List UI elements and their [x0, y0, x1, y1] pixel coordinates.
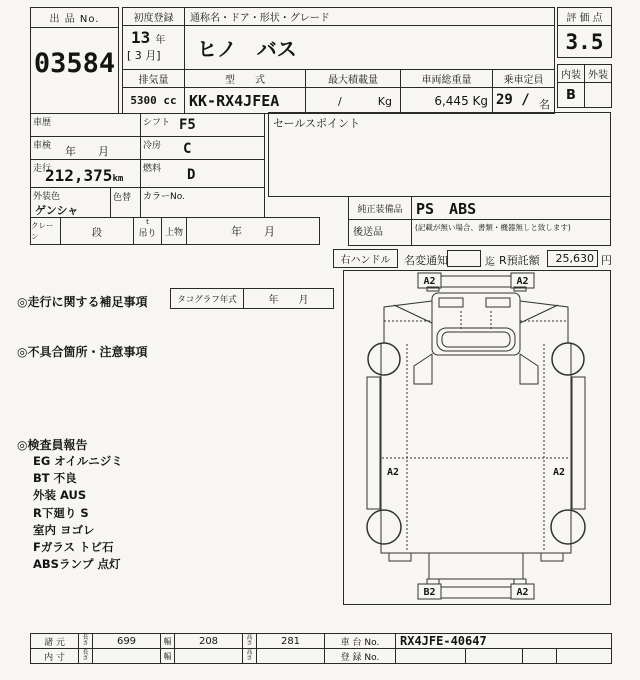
height-label: 高さ: [242, 633, 257, 649]
inspector-report-list: [33, 453, 233, 573]
later-items-value-cell: [411, 219, 611, 246]
inspection-value: 年 月: [65, 145, 109, 158]
displacement-text: 5300 cc: [130, 94, 177, 107]
aircon-cell: [140, 136, 265, 160]
body-structure-cell: 上物: [161, 217, 187, 245]
left-side-panel: [367, 377, 380, 509]
damage-diagram-box: [343, 270, 611, 605]
registration-no-label: 登 録 No.: [324, 648, 396, 664]
side-right-mark: A2: [552, 467, 566, 478]
shift-cell: [140, 113, 265, 137]
registration-no-cell-2: [465, 648, 523, 664]
spec-row-label: 諸 元: [30, 633, 79, 649]
inspector-report-item: ABSランプ 点灯: [33, 557, 121, 572]
front-right-wheel: [552, 343, 584, 375]
rear-right-mark: A2: [516, 587, 529, 598]
crane-t-label: t: [146, 218, 149, 226]
crane-stage-cell: 段: [60, 217, 134, 245]
displacement-header: 排気量: [122, 69, 185, 88]
equipment-value-cell: [411, 196, 611, 220]
lot-box: [30, 7, 119, 114]
front-left-wheel: [368, 343, 400, 375]
mileage-cell: [30, 159, 141, 188]
chassis-no-label: 車 台 No.: [324, 633, 396, 649]
rear-left-wheel: [367, 510, 401, 544]
capacity-unit: 名: [539, 98, 550, 111]
max-load-unit: Kg: [377, 95, 392, 108]
crane-cell: クレーン: [30, 217, 61, 245]
windshield: [437, 328, 515, 351]
fuel-label: 燃料: [143, 164, 162, 174]
exterior-color-cell: [30, 187, 111, 218]
lot-label: 出 品 No.: [49, 14, 100, 25]
gross-weight-value: 6,445 Kg: [400, 87, 493, 114]
chassis-no-value: [395, 633, 612, 649]
front-bumper: [441, 276, 511, 287]
inner-height-value: [256, 648, 325, 664]
equipment-label-cell: 純正装備品: [348, 196, 412, 220]
rear-panel: [429, 553, 523, 579]
first-reg-year-suffix: 年: [155, 35, 166, 46]
exterior-color-label: 外装色: [33, 192, 61, 202]
color-no-label: カラーNo.: [143, 192, 185, 202]
sales-point-box: [268, 112, 611, 197]
length-value: 699: [92, 633, 161, 649]
registration-no-cell-1: [395, 648, 466, 664]
history-cell: [30, 113, 141, 137]
front-left-fender: [414, 354, 432, 384]
inspector-report-heading: ◎検査員報告: [17, 438, 88, 452]
rear-right-wheel: [551, 510, 585, 544]
mileage-note-heading: ◎走行に関する補足事項: [17, 295, 148, 309]
deposit-value-box: 25,630: [547, 250, 598, 267]
inner-length-label: 長さ: [78, 648, 93, 664]
mileage-label: 走行: [33, 164, 52, 174]
inspector-report-item: BT 不良: [33, 471, 77, 486]
rear-bumper: [441, 587, 511, 598]
equipment-value: PS ABS: [416, 199, 477, 218]
inspection-label: 車検: [33, 141, 52, 151]
model-text: KK-RX4JFEA: [189, 91, 280, 110]
max-load-slash: /: [338, 95, 342, 108]
vehicle-name: ヒノ バス: [197, 37, 297, 61]
aircon-label: 冷房: [143, 141, 162, 151]
made-label: 迄: [485, 257, 495, 268]
repaint-cell: 色替: [110, 187, 141, 218]
inner-height-label: 高さ: [242, 648, 257, 664]
inspector-report-item: 室内 ヨゴレ: [33, 522, 95, 537]
max-load-value: [305, 87, 401, 114]
interior-grade: B: [557, 82, 585, 108]
capacity-number: 29 /: [496, 92, 530, 108]
later-items-label-cell: 後送品: [348, 219, 412, 246]
shift-value: F5: [179, 117, 196, 133]
handle-box: 右ハンドル: [333, 249, 398, 268]
first-reg-year: 13: [131, 28, 151, 47]
rename-date-box: [447, 250, 481, 267]
cab-outline: [432, 293, 520, 355]
registration-no-cell-4: [556, 648, 612, 664]
yen-label: 円: [601, 254, 612, 267]
bus-diagram: [344, 271, 610, 604]
interior-header: 内装: [557, 64, 585, 83]
lot-number: 03584: [33, 47, 116, 79]
tachograph-label-cell: タコグラフ年式: [170, 288, 244, 309]
capacity-header: 乗車定員: [492, 69, 555, 88]
width-value: 208: [174, 633, 243, 649]
inspection-cell: [30, 136, 141, 160]
displacement-value: [122, 87, 185, 114]
inspector-report-item: 外装 AUS: [33, 488, 87, 503]
capacity-value: [492, 87, 555, 114]
right-side-panel: [572, 377, 585, 509]
inspector-report-item: EG オイルニジミ: [33, 454, 123, 468]
body-year-cell: 年 月: [186, 217, 320, 245]
inner-dim-row-label: 内 寸: [30, 648, 79, 664]
deposit-label: R預託額: [499, 254, 540, 267]
front-right-fender: [520, 354, 538, 384]
inspector-report-item: R下廻り S: [33, 505, 89, 520]
registration-no-cell-3: [522, 648, 557, 664]
defect-note-heading: ◎不具合箇所・注意事項: [17, 345, 148, 359]
score-value-cell: [557, 25, 612, 58]
gross-weight-header: 車両総重量: [400, 69, 493, 88]
shift-label: シフト: [143, 118, 171, 128]
front-right-mark: A2: [516, 276, 529, 287]
fuel-value: D: [187, 167, 196, 183]
vehicle-name-cell: [184, 25, 555, 70]
height-value: 281: [256, 633, 325, 649]
history-label: 車歴: [33, 118, 52, 128]
mileage-unit: km: [112, 174, 124, 184]
crane-lift-label: 吊り: [138, 229, 157, 239]
front-left-mark: A2: [423, 276, 436, 287]
name-grade-header: 通称名・ドア・形状・グレード: [184, 7, 555, 26]
tachograph-value-cell: 年 月: [243, 288, 334, 309]
model-header: 型 式: [184, 69, 306, 88]
inspector-report-item: Fガラス トビ石: [33, 540, 114, 555]
side-left-mark: A2: [386, 467, 400, 478]
inner-width-value: [174, 648, 243, 664]
body-outline: [381, 343, 571, 553]
rear-left-mark: B2: [423, 587, 436, 598]
color-no-cell: [140, 187, 265, 218]
first-reg-month: [ 3 月]: [127, 49, 161, 62]
sales-point-label: セールスポイント: [273, 117, 361, 130]
inner-length-value: [92, 648, 161, 664]
score-header: 評 価 点: [557, 7, 612, 26]
exterior-grade: [584, 82, 612, 108]
later-items-note: (記載が無い場合、書類・機器無しと致します): [415, 223, 571, 232]
inner-width-label: 幅: [160, 648, 175, 664]
rename-label: 名変通知: [404, 254, 448, 267]
model-value: [184, 87, 306, 114]
first-registration-header: 初度登録: [122, 7, 185, 26]
first-registration-value: [122, 25, 185, 70]
exterior-color-value: ゲンシャ: [35, 204, 79, 217]
chassis-no-text: RX4JFE-40647: [400, 634, 487, 648]
score-value: 3.5: [565, 29, 604, 54]
width-label: 幅: [160, 633, 175, 649]
max-load-header: 最大積載量: [305, 69, 401, 88]
exterior-header: 外装: [584, 64, 612, 83]
aircon-value: C: [183, 141, 192, 157]
crane-lift-cell: [133, 217, 162, 245]
fuel-cell: [140, 159, 265, 188]
mileage-value: 212,375km: [45, 166, 124, 185]
length-label: 長さ: [78, 633, 93, 649]
